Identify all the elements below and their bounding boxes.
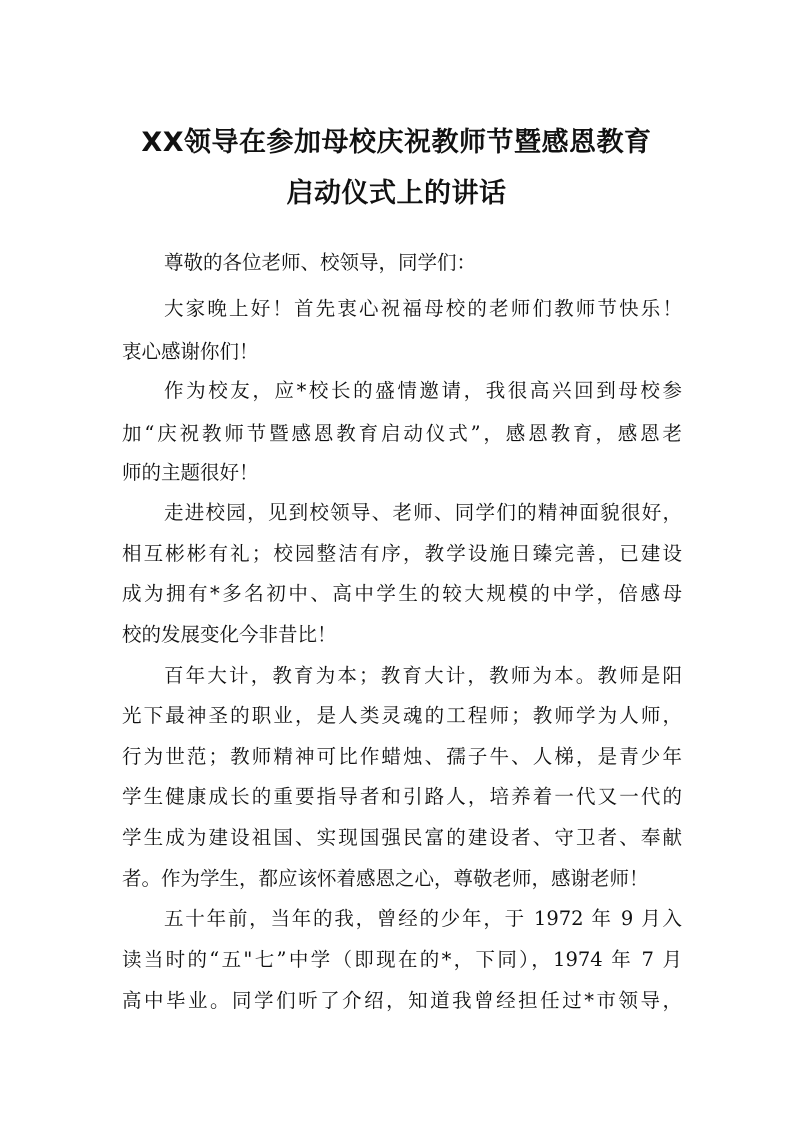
paragraph-4-line-5: 学生成为建设祖国、实现国强民富的建设者、守卫者、奉献 [122,826,682,849]
paragraph-3-line-2: 相互彬彬有礼；校园整洁有序，教学设施日臻完善，已建设 [122,542,682,565]
paragraph-3-line-1: 走进校园，见到校领导、老师、同学们的精神面貌很好， [164,501,682,524]
paragraph-5-line-1: 五十年前，当年的我，曾经的少年，于 1972 年 9 月入 [164,907,682,930]
paragraph-3-line-4: 校的发展变化今非昔比！ [122,623,337,646]
document-title-line-1: XX领导在参加母校庆祝教师节暨感恩教育 [141,127,652,158]
paragraph-5-line-2: 读当时的“五"七”中学（即现在的*，下同），1974 年 7 月 [122,948,682,971]
paragraph-1-line-1: 大家晚上好！首先衷心祝福母校的老师们教师节快乐！ [164,297,682,320]
paragraph-5-line-3: 高中毕业。同学们听了介绍，知道我曾经担任过*市领导， [122,989,682,1012]
paragraph-4-line-1: 百年大计，教育为本；教育大计，教师为本。教师是阳 [164,664,682,687]
paragraph-4-line-6: 者。作为学生，都应该怀着感恩之心，尊敬老师，感谢老师！ [122,867,649,890]
paragraph-4-line-2: 光下最神圣的职业，是人类灵魂的工程师；教师学为人师， [122,704,682,727]
paragraph-4-line-4: 学生健康成长的重要指导者和引路人，培养着一代又一代的 [122,785,682,808]
salutation: 尊敬的各位老师、校领导，同学们： [164,251,477,274]
paragraph-3-line-3: 成为拥有*多名初中、高中学生的较大规模的中学，倍感母 [122,582,682,605]
paragraph-2-line-3: 师的主题很好！ [122,461,259,484]
paragraph-2-line-1: 作为校友，应*校长的盛情邀请，我很高兴回到母校参 [164,379,682,402]
paragraph-4-line-3: 行为世范；教师精神可比作蜡烛、孺子牛、人梯，是青少年 [122,745,682,768]
document-title-line-2: 启动仪式上的讲话 [286,178,507,209]
paragraph-1-line-2: 衷心感谢你们！ [122,340,259,363]
paragraph-2-line-2: 加“庆祝教师节暨感恩教育启动仪式”，感恩教育，感恩老 [122,422,682,445]
